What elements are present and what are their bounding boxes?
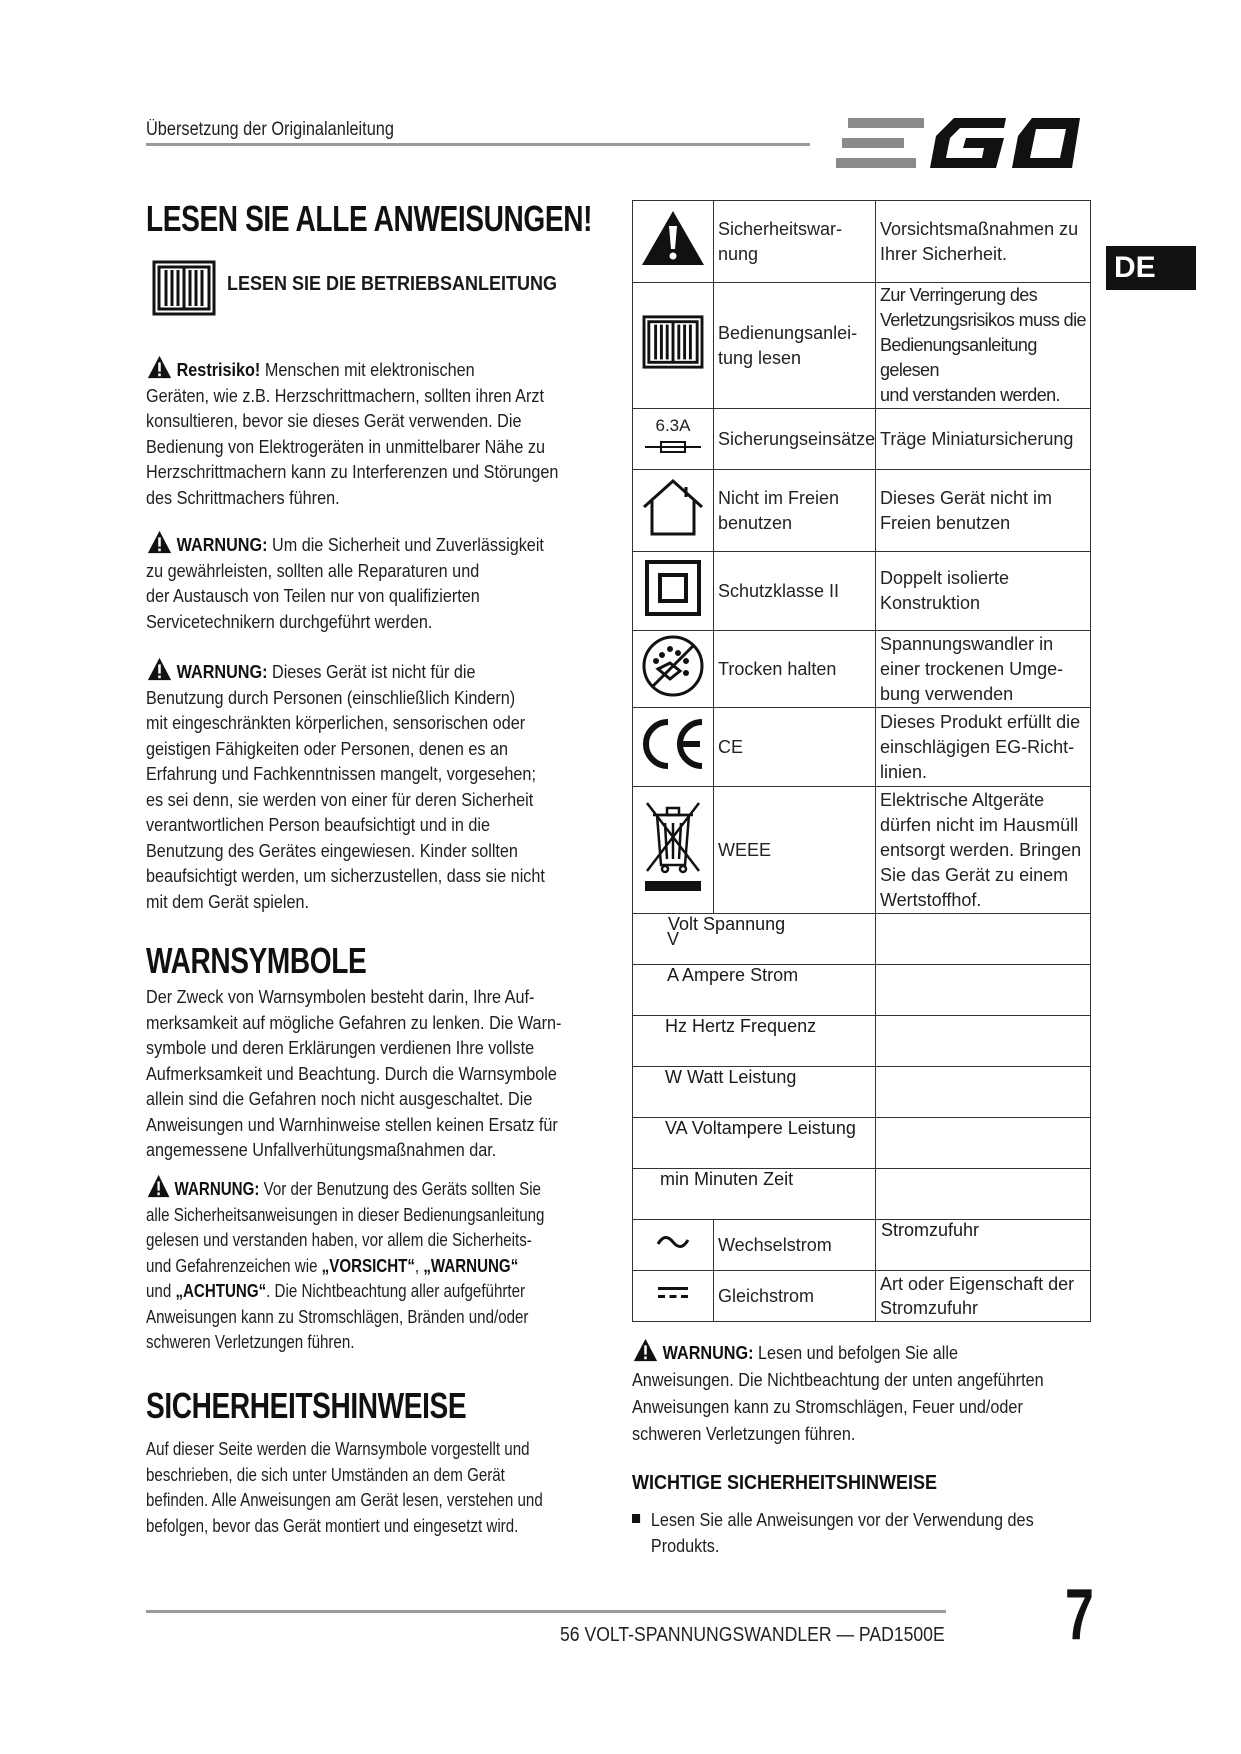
warning-persons-paragraph: WARNUNG: Dieses Gerät ist nicht für die Benutzung durch Personen (einschließlich Kindern) mit eingeschränkten körperlichen, sensorischen oder geistigen Fähigkeiten oder Personen, denen es an Erfahrung und Fachkenntnissen mangelt, vorgesehen; es sei denn, sie werden von einer für deren Sicherheit verantwortlichen Person beaufsichtigt und in die Benutzung des Gerätes eingewiesen. Kinder sollten beaufsichtigt werden, um sicherzustellen, dass sie nicht mit dem Gerät spielen. [146,657,545,915]
table-row: V [633,914,1091,965]
read-manual-label: LESEN SIE DIE BETRIEBSANLEITUNG [227,273,558,295]
symbols-table [632,200,1091,1322]
table-row: Bedienungsanlei- tung lesen Zur Verringerung des Verletzungsrisikos muss die Bedienungsanleitung gelesen und verstanden werden. [633,283,1091,409]
warning-triangle-icon [146,530,173,554]
unit-row-voltampere: VA Voltampere Leistung [665,1118,856,1138]
important-safety-heading: WICHTIGE SICHERHEITSHINWEISE [632,1472,938,1494]
weee-bin-icon [641,799,705,895]
table-row: Sicherheitswar- nung Vorsichtsmaßnahmen zu Ihrer Sicherheit. [633,201,1091,283]
unit-row-minuten: min Minuten Zeit [660,1169,794,1189]
page-number: 7 [1065,1575,1094,1655]
sicherheitshinweise-paragraph: Auf dieser Seite werden die Warnsymbole vorgestellt und beschrieben, die sich unter Umständen an dem Gerät befinden. Alle Anweisungen am Gerät lesen, verstehen und befolgen, bevor das Gerät montiert und eingesetzt wird. [146,1439,543,1536]
table-row: Wechselstrom [633,1220,1091,1271]
warning-before-use-paragraph: WARNUNG: Vor der Benutzung des Geräts sollten Sie alle Sicherheitsanweisungen in dieser Bedienungsanleitung gelesen und verstanden haben, vor allem die Sicherheits- und Gefahrenzeichen wie „VORSICHT“, „WARNUNG“ und „ACHTUNG“. Die Nichtbeachtung aller aufgeführter Anweisungen kann zu Stromschlägen, Bränden und/oder schweren Verletzungen führen. [146,1174,544,1356]
manual-book-icon [641,313,705,371]
warning-read-follow-paragraph: WARNUNG: Lesen und befolgen Sie alle Anweisungen. Die Nichtbeachtung der unten angeführten Anweisungen kann zu Stromschlägen, Feuer und/oder schweren Verletzungen führen. [632,1338,1044,1448]
table-row: Nicht im Freien benutzen Dieses Gerät nicht im Freien benutzen [633,470,1091,552]
warning-triangle-icon [146,657,173,681]
footer-rule [146,1610,946,1613]
ce-icon [638,716,708,772]
ego-logo [836,114,1086,177]
fuse-icon: 6.3A [633,409,714,470]
footer-title: 56 VOLT-SPANNUNGSWANDLER — PAD1500E [560,1624,945,1646]
warning-repairs-paragraph: WARNUNG: Um die Sicherheit und Zuverlässigkeit zu gewährleisten, sollten alle Reparaturen und der Austausch von Teilen nur von qualifizierten Servicetechnikern durchgeführt werden. [146,530,544,635]
unit-row-volt: Volt Spannung [668,914,786,934]
warning-triangle-icon [640,209,706,267]
heading-read-all: LESEN SIE ALLE ANWEISUNGEN! [146,198,593,239]
warning-triangle-icon [146,1174,171,1198]
house-icon [640,477,706,537]
dc-icon [656,1283,690,1303]
header-rule [146,143,810,146]
table-row: 6.3A Sicherungseinsätze Träge Miniatursicherung [633,409,1091,470]
table-row: Schutzklasse II Doppelt isolierte Konstruktion [633,552,1091,631]
ac-wave-icon [656,1232,690,1252]
bullet-marker [632,1514,640,1523]
keep-dry-icon [640,633,706,699]
header-title: Übersetzung der Originalanleitung [146,119,394,140]
table-row: Trocken halten Spannungswandler in einer trockenen Umge- bung verwenden [633,631,1091,708]
table-row: WEEE Elektrische Altgeräte dürfen nicht im Hausmüll entsorgt werden. Bringen Sie das Gerät zu einem Wertstoffhof. [633,787,1091,914]
unit-row-hertz: Hz Hertz Frequenz [665,1016,817,1036]
table-row: CE Dieses Produkt erfüllt die einschlägigen EG-Richt- linien. [633,708,1091,787]
unit-row-ac-meaning: Stromzufuhr [881,1220,980,1240]
warning-triangle-icon [146,355,173,379]
language-tab: DE [1106,246,1196,290]
heading-warnsymbole: WARNSYMBOLE [146,940,367,981]
unit-row-ampere: A Ampere Strom [667,965,799,985]
heading-sicherheitshinweise: SICHERHEITSHINWEISE [146,1385,467,1426]
unit-row-watt: W Watt Leistung [665,1067,797,1087]
warnsymbole-paragraph: Der Zweck von Warnsymbolen besteht darin, Ihre Auf- merksamkeit auf mögliche Gefahren zu lenken. Die Warn- symbole und deren Erklärungen verdienen Ihre vollste Aufmerksamkeit und Beachtung. Durch die Warnsymbole allein sind die Gefahren noch nicht ausgeschaltet. Die Anweisungen und Warnhinweise stellen keinen Ersatz für angemessene Unfallverhütungsmaßnahmen dar. [146,987,562,1160]
bullet-read-instructions: Lesen Sie alle Anweisungen vor der Verwendung des Produkts. [632,1508,1034,1559]
class2-icon [643,558,703,618]
table-row: Gleichstrom Art oder Eigenschaft der Stromzufuhr [633,1271,1091,1322]
restrisiko-paragraph: Restrisiko! Menschen mit elektronischen Geräten, wie z.B. Herzschrittmachern, sollten ihren Arzt konsultieren, bevor sie dieses Gerät verwenden. Die Bedienung von Elektrogeräten in unmittelbarer Nähe zu Herzschrittmachern kann zu Interferenzen und Störungen des Schrittmachers führen. [146,355,558,511]
manual-book-icon [152,258,216,323]
warning-triangle-icon [632,1338,659,1362]
